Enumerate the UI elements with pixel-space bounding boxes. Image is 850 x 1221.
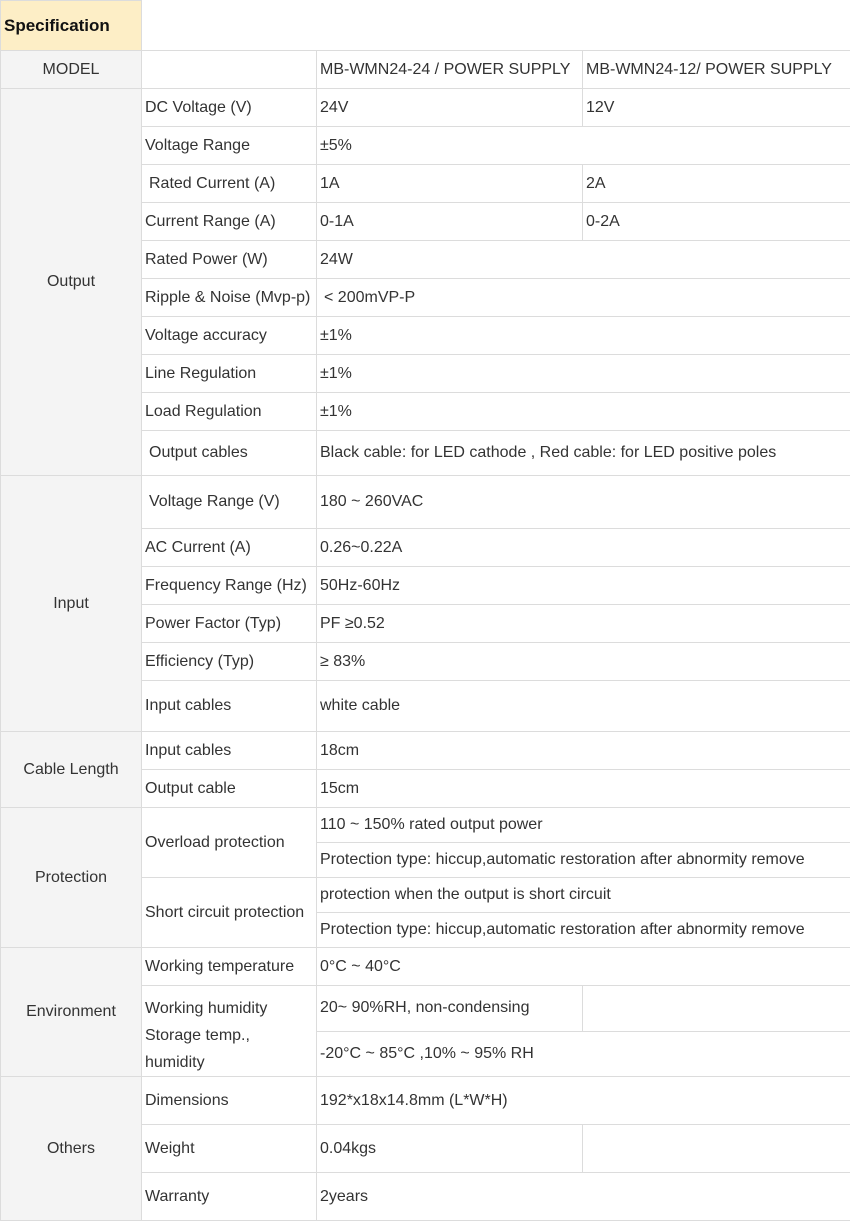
power-factor-label: Power Factor (Typ) (142, 605, 317, 643)
input-voltage-range-value: 180 ~ 260VAC (317, 476, 850, 529)
overload-label: Overload protection (142, 808, 317, 878)
category-output: Output (1, 89, 142, 476)
efficiency-value: ≥ 83% (317, 643, 850, 681)
category-input: Input (1, 476, 142, 732)
overload-line2: Protection type: hiccup,automatic restoration after abnormity remove (317, 843, 850, 878)
current-range-12: 0-2A (583, 203, 850, 241)
category-cable-length: Cable Length (1, 732, 142, 808)
title-spacer (142, 1, 850, 51)
model-label: MODEL (1, 51, 142, 89)
model-blank (142, 51, 317, 89)
category-others: Others (1, 1077, 142, 1221)
storage-label: Storage temp., humidity (145, 1022, 313, 1076)
working-humidity-label: Working humidity (145, 995, 313, 1022)
rated-power-label: Rated Power (W) (142, 241, 317, 279)
rated-current-12: 2A (583, 165, 850, 203)
dc-voltage-12: 12V (583, 89, 850, 127)
cable-input-value: 18cm (317, 732, 850, 770)
weight-blank (583, 1125, 850, 1173)
load-regulation-value: ±1% (317, 393, 850, 431)
weight-label: Weight (142, 1125, 317, 1173)
model-12v: MB-WMN24-12/ POWER SUPPLY (583, 51, 850, 89)
warranty-label: Warranty (142, 1173, 317, 1221)
current-range-label: Current Range (A) (142, 203, 317, 241)
model-24v: MB-WMN24-24 / POWER SUPPLY (317, 51, 583, 89)
load-regulation-label: Load Regulation (142, 393, 317, 431)
dimensions-label: Dimensions (142, 1077, 317, 1125)
rated-current-24: 1A (317, 165, 583, 203)
voltage-range-label: Voltage Range (142, 127, 317, 165)
category-environment: Environment (1, 948, 142, 1077)
cable-input-label: Input cables (142, 732, 317, 770)
efficiency-label: Efficiency (Typ) (142, 643, 317, 681)
input-voltage-range-label: Voltage Range (V) (142, 476, 317, 529)
voltage-accuracy-label: Voltage accuracy (142, 317, 317, 355)
ripple-noise-value: < 200mVP-P (317, 279, 850, 317)
short-circuit-label: Short circuit protection (142, 878, 317, 948)
short-circuit-line2: Protection type: hiccup,automatic restoration after abnormity remove (317, 913, 850, 948)
frequency-range-label: Frequency Range (Hz) (142, 567, 317, 605)
storage-value: -20°C ~ 85°C ,10% ~ 95% RH (317, 1031, 850, 1077)
cable-output-label: Output cable (142, 770, 317, 808)
ac-current-label: AC Current (A) (142, 529, 317, 567)
weight-value: 0.04kgs (317, 1125, 583, 1173)
voltage-accuracy-value: ±1% (317, 317, 850, 355)
warranty-value: 2years (317, 1173, 850, 1221)
short-circuit-line1: protection when the output is short circuit (317, 878, 850, 913)
output-cables-label: Output cables (142, 431, 317, 476)
ac-current-value: 0.26~0.22A (317, 529, 850, 567)
working-humidity-value: 20~ 90%RH, non-condensing (317, 986, 583, 1032)
line-regulation-value: ±1% (317, 355, 850, 393)
working-temperature-label: Working temperature (142, 948, 317, 986)
rated-power-value: 24W (317, 241, 850, 279)
working-temperature-value: 0°C ~ 40°C (317, 948, 850, 986)
line-regulation-label: Line Regulation (142, 355, 317, 393)
rated-current-label: Rated Current (A) (142, 165, 317, 203)
working-humidity-blank (583, 986, 850, 1032)
input-cables-value: white cable (317, 681, 850, 732)
dc-voltage-24: 24V (317, 89, 583, 127)
current-range-24: 0-1A (317, 203, 583, 241)
dc-voltage-label: DC Voltage (V) (142, 89, 317, 127)
humidity-labels (142, 986, 317, 1077)
input-cables-label: Input cables (142, 681, 317, 732)
frequency-range-value: 50Hz-60Hz (317, 567, 850, 605)
cable-output-value: 15cm (317, 770, 850, 808)
spec-title: Specification (1, 1, 142, 51)
ripple-noise-label: Ripple & Noise (Mvp-p) (142, 279, 317, 317)
power-factor-value: PF ≥0.52 (317, 605, 850, 643)
category-protection: Protection (1, 808, 142, 948)
dimensions-value: 192*x18x14.8mm (L*W*H) (317, 1077, 850, 1125)
output-cables-value: Black cable: for LED cathode , Red cable: for LED positive poles (317, 431, 850, 476)
overload-line1: 110 ~ 150% rated output power (317, 808, 850, 843)
voltage-range-value: ±5% (317, 127, 850, 165)
